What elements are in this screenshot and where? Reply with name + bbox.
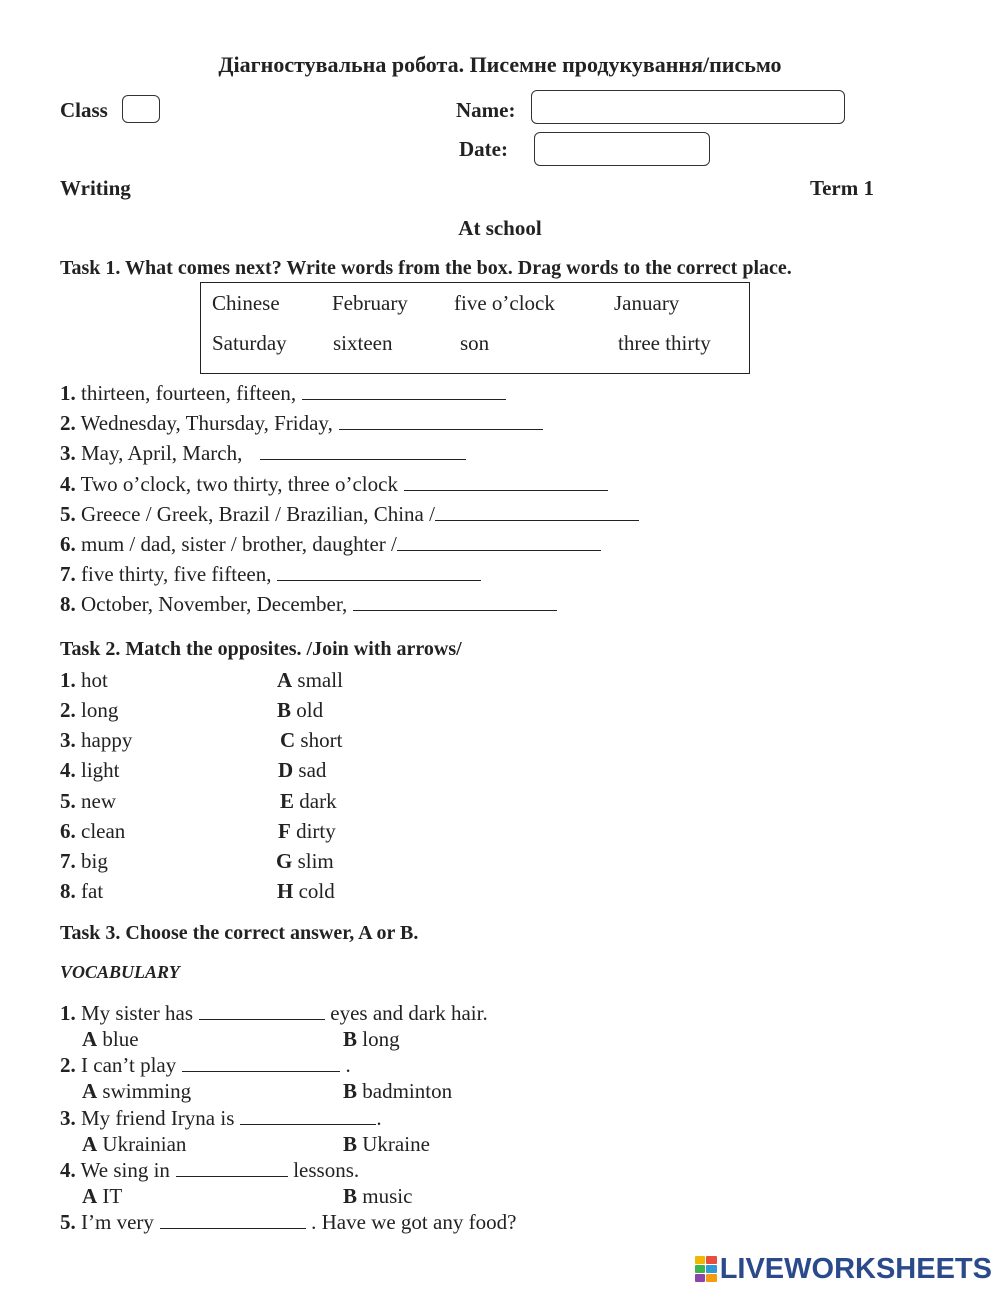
liveworksheets-logo[interactable]	[695, 1252, 992, 1286]
option-word: dirty	[296, 819, 336, 843]
option-letter: B	[343, 1079, 358, 1103]
task1-item	[60, 411, 543, 436]
answer-blank[interactable]	[160, 1210, 306, 1229]
match-left-item[interactable]	[60, 789, 116, 814]
option-letter: B	[343, 1184, 358, 1208]
item-text: five thirty, five fifteen,	[81, 562, 272, 586]
option-a[interactable]	[82, 1027, 139, 1052]
answer-blank[interactable]	[435, 502, 639, 521]
item-number: 2.	[60, 698, 76, 722]
question-text: I’m very	[81, 1210, 154, 1234]
match-left-item[interactable]	[60, 668, 108, 693]
question-text: .	[345, 1053, 351, 1077]
question-text: We sing in	[80, 1158, 170, 1182]
option-word: badminton	[362, 1079, 453, 1103]
option-letter: E	[280, 789, 295, 813]
option-letter: D	[278, 758, 294, 782]
option-word: short	[300, 728, 343, 752]
option-b[interactable]	[343, 1184, 412, 1209]
item-number: 8.	[60, 879, 76, 903]
option-word: Ukraine	[362, 1132, 430, 1156]
date-label: Date:	[459, 137, 508, 161]
item-text: Greece / Greek, Brazil / Brazilian, China /	[81, 502, 435, 526]
option-letter: A	[277, 668, 293, 692]
match-right-item[interactable]	[277, 879, 335, 904]
match-right-item[interactable]	[280, 728, 342, 753]
word-chip[interactable]: five o’clock	[454, 291, 555, 315]
answer-blank[interactable]	[199, 1001, 325, 1020]
question-number: 4.	[60, 1158, 76, 1182]
item-text: May, April, March,	[81, 441, 243, 465]
option-word: blue	[102, 1027, 139, 1051]
task2-heading: Task 2. Match the opposites. /Join with arrows/	[60, 638, 462, 660]
item-number: 7.	[60, 562, 76, 586]
item-text: mum / dad, sister / brother, daughter /	[81, 532, 397, 556]
item-number: 3.	[60, 728, 76, 752]
question-text: My sister has	[81, 1001, 193, 1025]
option-word: dark	[299, 789, 337, 813]
item-word: long	[81, 698, 119, 722]
option-word: sad	[298, 758, 327, 782]
question-text: eyes and dark hair.	[330, 1001, 488, 1025]
item-text: Wednesday, Thursday, Friday,	[80, 411, 333, 435]
task1-item	[60, 381, 506, 406]
word-chip[interactable]: Saturday	[212, 331, 287, 355]
word-chip[interactable]: three thirty	[618, 331, 711, 355]
question-text: I can’t play	[81, 1053, 177, 1077]
match-left-item[interactable]	[60, 879, 103, 904]
class-label: Class	[60, 98, 108, 122]
option-letter: A	[82, 1184, 98, 1208]
page-title: Діагностувальна робота. Писемне продукування/письмо	[218, 52, 782, 77]
option-a[interactable]	[82, 1184, 122, 1209]
option-b[interactable]	[343, 1027, 400, 1052]
match-left-item[interactable]	[60, 698, 118, 723]
option-word: small	[297, 668, 343, 692]
option-letter: C	[280, 728, 296, 752]
question	[60, 1158, 359, 1183]
item-number: 1.	[60, 381, 76, 405]
item-number: 3.	[60, 441, 76, 465]
option-word: IT	[102, 1184, 123, 1208]
name-label: Name:	[456, 98, 516, 122]
task1-item	[60, 532, 601, 557]
match-left-item[interactable]	[60, 849, 108, 874]
question-text: .	[376, 1106, 382, 1130]
logo-icon	[695, 1256, 717, 1282]
option-word: slim	[297, 849, 334, 873]
option-letter: A	[82, 1132, 98, 1156]
item-number: 5.	[60, 502, 76, 526]
option-letter: H	[277, 879, 294, 903]
match-right-item[interactable]	[277, 668, 343, 693]
option-word: old	[296, 698, 324, 722]
item-word: big	[81, 849, 108, 873]
question	[60, 1053, 351, 1078]
option-b[interactable]	[343, 1132, 430, 1157]
answer-blank[interactable]	[404, 472, 608, 491]
match-right-item[interactable]	[277, 698, 323, 723]
option-a[interactable]	[82, 1079, 191, 1104]
class-field[interactable]	[122, 95, 160, 123]
option-word: music	[362, 1184, 413, 1208]
item-number: 7.	[60, 849, 76, 873]
item-word: fat	[81, 879, 104, 903]
word-chip[interactable]: February	[332, 291, 408, 315]
item-number: 1.	[60, 668, 76, 692]
answer-blank[interactable]	[182, 1053, 340, 1072]
option-word: long	[362, 1027, 400, 1051]
word-chip[interactable]: January	[614, 291, 680, 315]
question	[60, 1210, 516, 1235]
answer-blank[interactable]	[277, 562, 481, 581]
question-number: 3.	[60, 1106, 76, 1130]
task1-item	[60, 502, 639, 527]
item-number: 4.	[60, 758, 76, 782]
topic-heading: At school	[458, 216, 542, 240]
item-number: 5.	[60, 789, 76, 813]
item-word: new	[81, 789, 116, 813]
item-text: Two o’clock, two thirty, three o’clock	[80, 472, 398, 496]
task1-item	[60, 592, 557, 617]
item-word: hot	[81, 668, 108, 692]
task1-item	[60, 472, 608, 497]
option-letter: B	[277, 698, 292, 722]
item-number: 6.	[60, 819, 76, 843]
option-word: swimming	[102, 1079, 192, 1103]
answer-blank[interactable]	[260, 441, 466, 460]
option-letter: G	[276, 849, 293, 873]
item-text: thirteen, fourteen, fifteen,	[81, 381, 297, 405]
task1-item	[60, 562, 481, 587]
question-text: My friend Iryna is	[81, 1106, 235, 1130]
word-chip[interactable]: Chinese	[212, 291, 280, 315]
item-number: 8.	[60, 592, 76, 616]
question	[60, 1001, 488, 1026]
word-chip[interactable]: sixteen	[333, 331, 393, 355]
option-letter: B	[343, 1027, 358, 1051]
match-right-item[interactable]	[280, 789, 337, 814]
term-label: Term 1	[810, 176, 874, 200]
question-number: 2.	[60, 1053, 76, 1077]
name-field[interactable]	[531, 90, 845, 124]
option-letter: A	[82, 1027, 98, 1051]
option-letter: A	[82, 1079, 98, 1103]
task3-heading: Task 3. Choose the correct answer, A or B.	[60, 922, 419, 944]
item-word: happy	[81, 728, 133, 752]
match-left-item[interactable]	[60, 728, 132, 753]
word-chip[interactable]: son	[460, 331, 490, 355]
item-number: 2.	[60, 411, 76, 435]
logo-text: LIVEWORKSHEETS	[719, 1252, 992, 1285]
option-b[interactable]	[343, 1079, 452, 1104]
option-a[interactable]	[82, 1132, 186, 1157]
answer-blank[interactable]	[302, 381, 506, 400]
option-letter: F	[278, 819, 291, 843]
match-right-item[interactable]	[278, 758, 326, 783]
match-right-item[interactable]	[278, 819, 336, 844]
item-number: 4.	[60, 472, 76, 496]
answer-blank[interactable]	[339, 411, 543, 430]
question	[60, 1106, 382, 1131]
question-text: . Have we got any food?	[311, 1210, 517, 1234]
date-field[interactable]	[534, 132, 710, 166]
match-left-item[interactable]	[60, 758, 120, 783]
question-number: 5.	[60, 1210, 76, 1234]
task1-heading: Task 1. What comes next? Write words from the box. Drag words to the correct place.	[60, 257, 792, 279]
item-word: clean	[81, 819, 126, 843]
item-text: October, November, December,	[81, 592, 348, 616]
match-right-item[interactable]	[276, 849, 334, 874]
writing-label: Writing	[60, 176, 131, 200]
section-label: VOCABULARY	[60, 962, 180, 982]
question-text: lessons.	[293, 1158, 360, 1182]
answer-blank[interactable]	[176, 1158, 288, 1177]
match-left-item[interactable]	[60, 819, 125, 844]
task1-item	[60, 441, 466, 466]
option-word: Ukrainian	[102, 1132, 187, 1156]
option-word: cold	[298, 879, 335, 903]
item-number: 6.	[60, 532, 76, 556]
answer-blank[interactable]	[353, 592, 557, 611]
item-word: light	[81, 758, 120, 782]
option-letter: B	[343, 1132, 358, 1156]
question-number: 1.	[60, 1001, 76, 1025]
answer-blank[interactable]	[240, 1106, 376, 1125]
answer-blank[interactable]	[397, 532, 601, 551]
